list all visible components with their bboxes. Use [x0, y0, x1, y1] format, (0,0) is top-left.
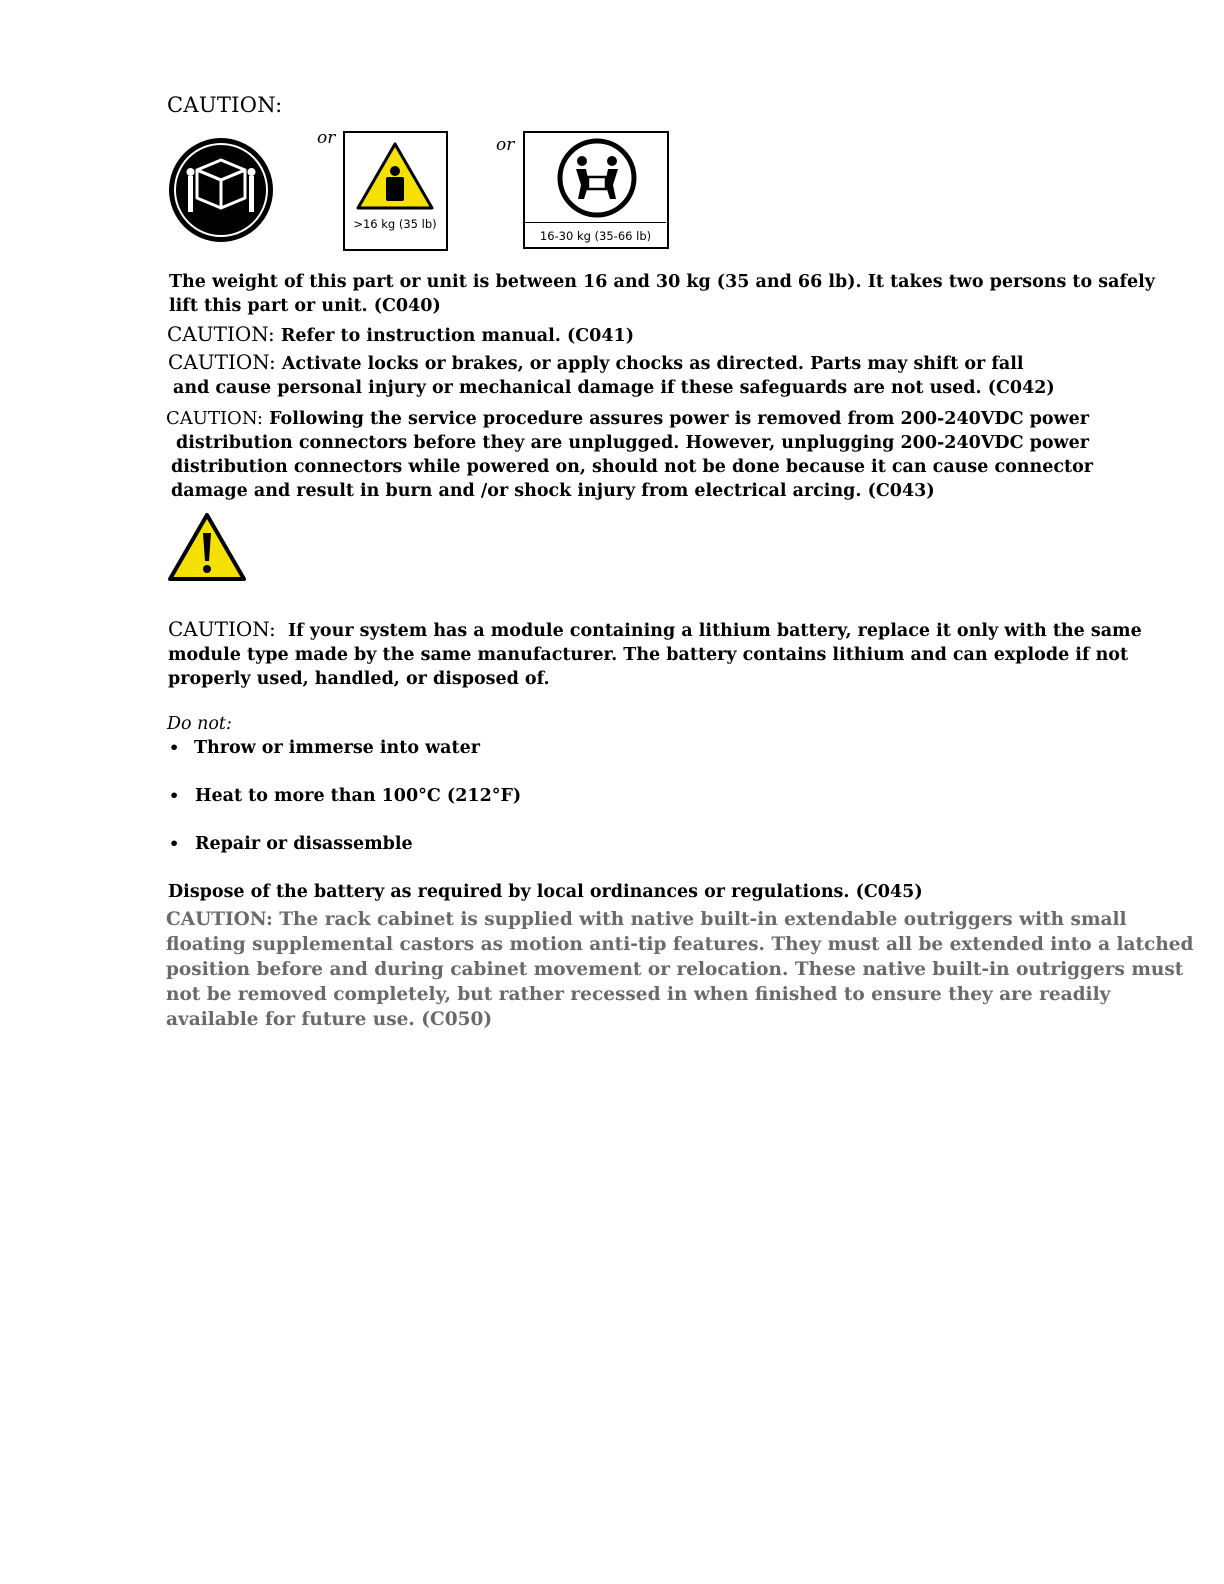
c045-dispose: Dispose of the battery as required by local ordinances or regulations. (C045) — [168, 882, 923, 902]
c042-line-1: CAUTION: Activate locks or brakes, or apply chocks as directed. Parts may shift or fall — [168, 350, 1024, 374]
or-label-1: or — [317, 128, 336, 148]
c050-block — [166, 907, 1206, 1032]
weight-label: >16 kg (35 lb) — [353, 217, 437, 231]
c040-block — [169, 270, 1169, 318]
or-label-2: or — [496, 135, 515, 155]
warning-triangle-icon — [166, 511, 248, 583]
c043-block — [166, 407, 1166, 503]
c043-line-3: distribution connectors while powered on, should not be done because it can cause connector — [171, 457, 1094, 477]
c050-line-4: not be removed completely, but rather recessed in when finished to ensure they are readily — [166, 984, 1111, 1005]
list-item: • Throw or immerse into water — [166, 738, 766, 786]
c045-line-2: module type made by the same manufacturer. The battery contains lithium and can explode if not — [168, 645, 1129, 665]
c050-line-5: available for future use. (C050) — [166, 1009, 493, 1030]
c040-line-2: lift this part or unit. (C040) — [169, 296, 441, 316]
weight-warning-sign — [343, 131, 448, 251]
two-person-lift-sign — [523, 131, 669, 249]
two-person-label: 16-30 kg (35-66 lb) — [539, 229, 652, 243]
c041-caution: CAUTION: — [167, 322, 275, 346]
c045-line-1: CAUTION: If your system has a module containing a lithium battery, replace it only with the same — [168, 617, 1142, 641]
c050-line-1: CAUTION: The rack cabinet is supplied with native built-in extendable outriggers with small — [166, 909, 1127, 930]
c043-line-2: distribution connectors before they are unplugged. However, unplugging 200-240VDC power — [176, 433, 1089, 453]
do-not-label: Do not: — [167, 714, 232, 734]
c043-line-4: damage and result in burn and /or shock injury from electrical arcing. (C043) — [171, 481, 935, 501]
list-item: • Heat to more than 100°C (212°F) — [166, 786, 766, 834]
c041-text: Refer to instruction manual. (C041) — [280, 326, 634, 346]
c045-caution: CAUTION: — [168, 617, 276, 641]
sign-divider — [525, 222, 666, 223]
c045-block — [168, 617, 1178, 691]
c040-line-1: The weight of this part or unit is between 16 and 30 kg (35 and 66 lb). It takes two persons to safely — [169, 272, 1155, 292]
caution-heading: CAUTION: — [167, 93, 283, 117]
two-person-lift-icon — [556, 137, 638, 219]
c042-caution: CAUTION: — [168, 350, 276, 374]
weight-warning-icon — [355, 141, 435, 211]
c043-line-1: CAUTION: Following the service procedure assures power is removed from 200-240VDC power — [166, 408, 1089, 429]
list-item: • Repair or disassemble — [166, 834, 766, 882]
c042-line-2: and cause personal injury or mechanical damage if these safeguards are not used. (C042) — [173, 378, 1055, 398]
do-not-list — [166, 738, 766, 882]
c050-line-3: position before and during cabinet movement or relocation. These native built-in outriggers must — [166, 959, 1184, 980]
c041-line — [167, 322, 634, 348]
c050-line-2: floating supplemental castors as motion anti-tip features. They must all be extended into a latched — [166, 934, 1194, 955]
c042-block — [168, 350, 1168, 400]
lift-box-icon — [167, 136, 275, 244]
c045-line-3: properly used, handled, or disposed of. — [168, 669, 550, 689]
c043-caution: CAUTION: — [166, 408, 263, 429]
